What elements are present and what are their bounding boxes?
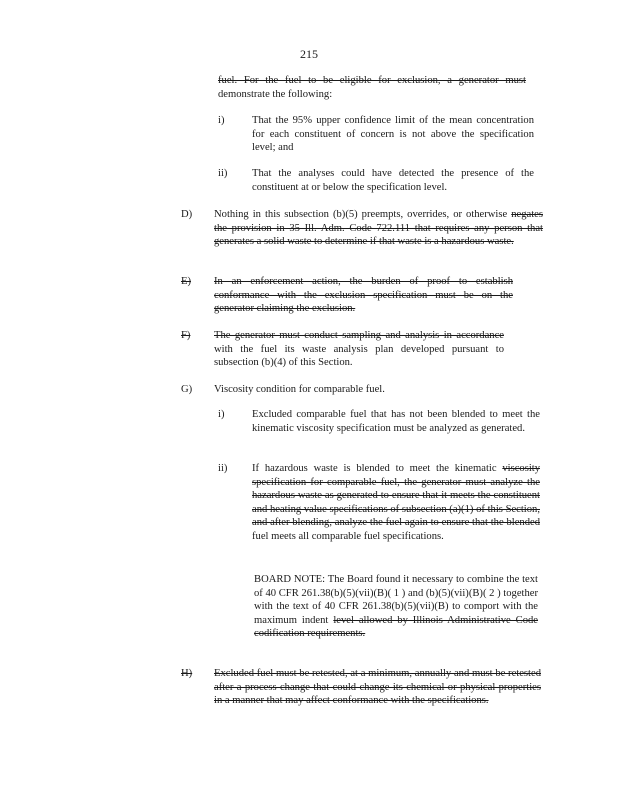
item-f-label: F) [181, 330, 191, 341]
item-e-label: E) [181, 276, 191, 287]
item-f [181, 329, 513, 370]
item-f-text [214, 329, 504, 370]
item-g-label: G) [181, 384, 193, 395]
item-h [181, 667, 541, 708]
item-g-sub-i [218, 408, 540, 435]
item-d [181, 208, 543, 249]
item-g-sub-ii-label: ii) [218, 463, 228, 474]
intro-item-ii [218, 167, 534, 194]
item-d-text [214, 208, 543, 249]
item-g [181, 383, 521, 397]
item-d-struck-text: negates the provision in 35 Ill. Adm. Code 722.111 that requires any person that generates a solid waste to determine if that waste is a hazardous waste. [214, 209, 543, 248]
item-e-struck-text: In an enforcement action, the burden of proof to establish conformance with the exclusion specification must be on the generator claiming the exclusion. [214, 276, 513, 315]
item-f-struck-text: The generator must conduct sampling and analysis in accordance [214, 330, 504, 341]
item-h-struck-text: Excluded fuel must be retested, at a minimum, annually and must be retested after a process change that could change its chemical or physical properties in a manner that may affect conformance with the specifications. [214, 668, 541, 707]
item-g-sub-ii [218, 462, 540, 544]
item-e [181, 275, 513, 316]
intro-item-i-text: That the 95% upper confidence limit of the mean concentration for each constituent of concern is not above the specification level; and [252, 115, 534, 154]
board-note-plain: BOARD NOTE: The Board found it necessary to combine the text of 40 CFR 261.38(b)(5)(vii)(B)( 1 ) and (b)(5)(vii)(B)( 2 ) together with the text of 40 CFR 261.38(b)(5)(vii)(B) to comport with the maximum indent [254, 574, 538, 626]
item-g-sub-ii-plain2: fuel meets all comparable fuel specifications. [252, 530, 444, 542]
intro-item-i [218, 114, 534, 155]
item-h-label: H) [181, 668, 193, 679]
item-g-text: Viscosity condition for comparable fuel. [214, 384, 385, 395]
board-note-struck: level allowed by Illinois Administrative Code codification requirements. [254, 614, 539, 640]
item-g-sub-ii-struck: viscosity specification for comparable fuel, the generator must analyze the hazardous waste as generated to ensure that it meets the constituent and heating value specifications of subsection (a)(1) of this Section, and after blending, analyze the fuel again to ensure that the blended [252, 463, 540, 529]
intro-item-ii-text: That the analyses could have detected the presence of the constituent at or below the specification level. [252, 168, 534, 193]
item-d-plain-text: Nothing in this subsection (b)(5) preempts, overrides, or otherwise [214, 209, 508, 220]
item-d-label: D) [181, 209, 193, 220]
item-g-sub-ii-plain1: If hazardous waste is blended to meet the kinematic [252, 463, 497, 474]
intro-plain-text: demonstrate the following: [218, 88, 333, 100]
item-g-sub-i-label: i) [218, 409, 225, 420]
intro-item-ii-label: ii) [218, 168, 228, 179]
intro-item-i-label: i) [218, 115, 225, 126]
intro-paragraph [218, 74, 526, 101]
page-number: 215 [300, 47, 318, 61]
board-note [254, 573, 538, 641]
item-f-plain-text: with the fuel its waste analysis plan developed pursuant to subsection (b)(4) of this Section. [214, 343, 504, 369]
item-g-sub-i-text: Excluded comparable fuel that has not been blended to meet the kinematic viscosity specification must be analyzed as generated. [252, 409, 540, 434]
item-g-sub-ii-text [252, 462, 540, 544]
intro-struck-text: fuel. For the fuel to be eligible for exclusion, a generator must [218, 75, 526, 86]
